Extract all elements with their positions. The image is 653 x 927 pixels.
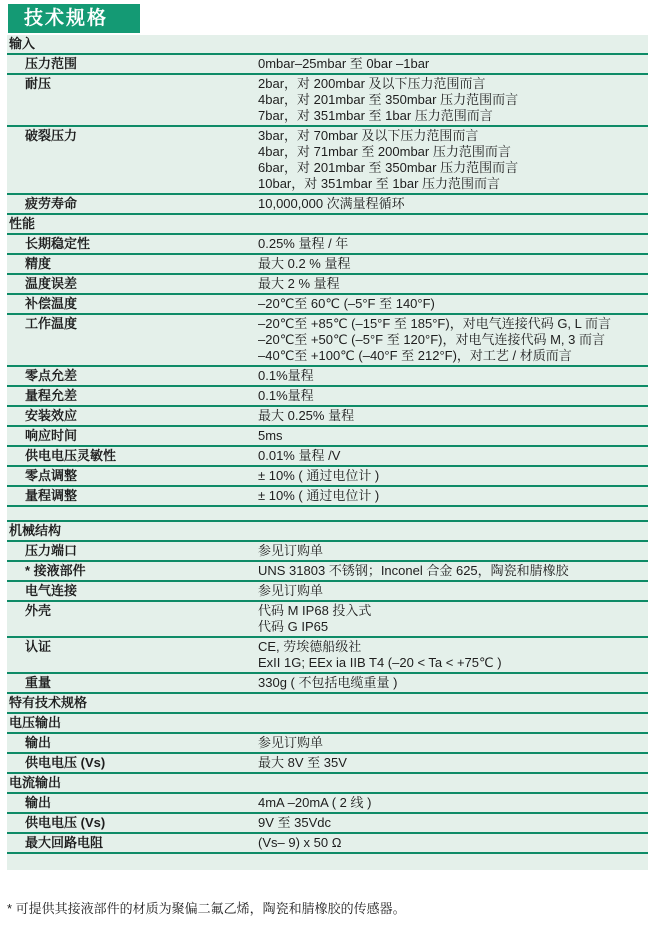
spec-value-line: 6bar，对 201mbar 至 350mbar 压力范围而言 xyxy=(258,160,519,175)
spec-row xyxy=(7,75,648,127)
spec-label: 工作温度 xyxy=(25,316,78,331)
spec-row xyxy=(7,467,648,487)
section-header xyxy=(7,694,648,714)
spec-value-line: ExII 1G; EEx ia IIB T4 (–20 < Ta < +75℃ ) xyxy=(258,655,502,670)
spec-value-line: 参见订购单 xyxy=(258,543,324,558)
spec-label: 耐压 xyxy=(25,76,52,91)
spec-value-line: 0.1%量程 xyxy=(258,368,314,383)
spec-value xyxy=(258,428,648,444)
spec-value xyxy=(258,388,648,404)
spec-row xyxy=(7,562,648,582)
spec-label: 精度 xyxy=(25,256,52,271)
spec-label: 输出 xyxy=(25,795,52,810)
section-header-label: 特有技术规格 xyxy=(9,695,88,710)
spec-value-line: 最大 0.25% 量程 xyxy=(258,408,355,423)
section-header-label: 机械结构 xyxy=(9,523,62,538)
footnote: * 可提供其接液部件的材质为聚偏二氟乙烯，陶瓷和腈橡胶的传感器。 xyxy=(7,901,406,916)
spec-value xyxy=(258,735,648,751)
spec-row xyxy=(7,275,648,295)
spec-value xyxy=(258,583,648,599)
spec-label: 供电电压灵敏性 xyxy=(25,448,117,463)
spec-label: 疲劳寿命 xyxy=(25,196,78,211)
spec-value-line: 2bar，对 200mbar 及以下压力范围而言 xyxy=(258,76,486,91)
spec-value-line: –20℃至 60℃ (–5°F 至 140°F) xyxy=(258,296,435,311)
spec-row xyxy=(7,387,648,407)
spec-value xyxy=(258,835,648,851)
spec-value-line: –20℃至 +85℃ (–15°F 至 185°F)，对电气连接代码 G, L 而言 xyxy=(258,316,612,331)
spec-row xyxy=(7,754,648,774)
spec-value-line: 最大 0.2 % 量程 xyxy=(258,256,351,271)
spec-value-line: 10bar，对 351mbar 至 1bar 压力范围而言 xyxy=(258,176,501,191)
spec-value-line: 4bar，对 201mbar 至 350mbar 压力范围而言 xyxy=(258,92,519,107)
page-title: 技术规格 xyxy=(8,4,140,33)
spec-value xyxy=(258,675,648,691)
spec-value-line: 0.25% 量程 / 年 xyxy=(258,236,349,251)
spec-value xyxy=(258,56,648,72)
spec-row xyxy=(7,315,648,367)
spec-value-line: ± 10% ( 通过电位计 ) xyxy=(258,468,380,483)
section-header xyxy=(7,215,648,235)
spec-row xyxy=(7,127,648,195)
spec-value-line: UNS 31803 不锈钢；Inconel 合金 625，陶瓷和腈橡胶 xyxy=(258,563,569,578)
spec-value xyxy=(258,276,648,292)
spec-value xyxy=(258,468,648,484)
spec-row xyxy=(7,814,648,834)
spec-label: 供电电压 (Vs) xyxy=(25,815,106,830)
spec-value xyxy=(258,236,648,252)
spec-value xyxy=(258,408,648,424)
spec-value xyxy=(258,563,648,579)
section-header xyxy=(7,522,648,542)
spec-row xyxy=(7,638,648,674)
spec-value-line: 0mbar–25mbar 至 0bar –1bar xyxy=(258,56,430,71)
spec-row xyxy=(7,734,648,754)
spec-row xyxy=(7,794,648,814)
spec-value xyxy=(258,488,648,504)
section-header-label: 电压输出 xyxy=(9,715,62,730)
spec-label: 破裂压力 xyxy=(25,128,78,143)
spec-label: 重量 xyxy=(25,675,52,690)
spec-row xyxy=(7,295,648,315)
spec-row xyxy=(7,582,648,602)
spec-row xyxy=(7,427,648,447)
section-header xyxy=(7,35,648,55)
spacer-row xyxy=(7,507,648,522)
spec-value xyxy=(258,128,648,192)
spec-row xyxy=(7,195,648,215)
spec-value-line: 0.1%量程 xyxy=(258,388,314,403)
spec-label: 温度误差 xyxy=(25,276,78,291)
spec-value-line: –20℃至 +50℃ (–5°F 至 120°F)，对电气连接代码 M, 3 而言 xyxy=(258,332,605,347)
spec-value xyxy=(258,76,648,124)
spec-row xyxy=(7,255,648,275)
spec-row xyxy=(7,542,648,562)
spec-value-line: 最大 2 % 量程 xyxy=(258,276,340,291)
spec-row xyxy=(7,367,648,387)
spec-label: 压力端口 xyxy=(25,543,78,558)
spec-row xyxy=(7,407,648,427)
spec-table xyxy=(7,35,648,870)
spec-value-line: 0.01% 量程 /V xyxy=(258,448,341,463)
spec-value-line: 代码 G IP65 xyxy=(258,619,329,634)
spec-value-line: 330g ( 不包括电缆重量 ) xyxy=(258,675,398,690)
spec-value xyxy=(258,603,648,635)
spec-value xyxy=(258,543,648,559)
spec-row xyxy=(7,55,648,75)
spec-label: 电气连接 xyxy=(25,583,78,598)
spec-label: 最大回路电阻 xyxy=(25,835,104,850)
spec-label: 量程调整 xyxy=(25,488,78,503)
spec-value-line: 4mA –20mA ( 2 线 ) xyxy=(258,795,372,810)
spec-row xyxy=(7,674,648,694)
spec-label: 认证 xyxy=(25,639,52,654)
spec-value-line: 4bar，对 71mbar 至 200mbar 压力范围而言 xyxy=(258,144,511,159)
section-header-label: 性能 xyxy=(9,216,36,231)
spec-value xyxy=(258,755,648,771)
spec-label: 零点允差 xyxy=(25,368,78,383)
spec-value xyxy=(258,316,648,364)
spacer-row xyxy=(7,854,648,870)
section-header-label: 电流输出 xyxy=(9,775,62,790)
spec-label: 响应时间 xyxy=(25,428,78,443)
spec-row xyxy=(7,602,648,638)
spec-value xyxy=(258,795,648,811)
spec-value-line: CE, 劳埃德船级社 xyxy=(258,639,362,654)
spec-value xyxy=(258,448,648,464)
spec-value-line: 代码 M IP68 投入式 xyxy=(258,603,372,618)
spec-value xyxy=(258,639,648,671)
spec-label: 供电电压 (Vs) xyxy=(25,755,106,770)
spec-label: * 接液部件 xyxy=(25,563,86,578)
spec-row xyxy=(7,834,648,854)
spec-value-line: 3bar，对 70mbar 及以下压力范围而言 xyxy=(258,128,479,143)
spec-value-line: 9V 至 35Vdc xyxy=(258,815,331,830)
spec-value-line: (Vs– 9) x 50 Ω xyxy=(258,835,342,850)
spec-value xyxy=(258,368,648,384)
spec-value-line: ± 10% ( 通过电位计 ) xyxy=(258,488,380,503)
spec-value-line: 10,000,000 次满量程循环 xyxy=(258,196,405,211)
spec-label: 输出 xyxy=(25,735,52,750)
section-header xyxy=(7,774,648,794)
spec-value-line: 7bar，对 351mbar 至 1bar 压力范围而言 xyxy=(258,108,493,123)
spec-label: 量程允差 xyxy=(25,388,78,403)
spec-value-line: 参见订购单 xyxy=(258,583,324,598)
spec-row xyxy=(7,487,648,507)
spec-label: 长期稳定性 xyxy=(25,236,91,251)
spec-label: 安装效应 xyxy=(25,408,78,423)
spec-label: 补偿温度 xyxy=(25,296,78,311)
spec-row xyxy=(7,235,648,255)
spec-label: 压力范围 xyxy=(25,56,78,71)
spec-value-line: 最大 8V 至 35V xyxy=(258,755,347,770)
spec-value-line: 5ms xyxy=(258,428,283,443)
section-header xyxy=(7,714,648,734)
section-header-label: 输入 xyxy=(9,36,36,51)
spec-value-line: –40℃至 +100℃ (–40°F 至 212°F)，对工艺 / 材质而言 xyxy=(258,348,572,363)
spec-value xyxy=(258,296,648,312)
spec-value-line: 参见订购单 xyxy=(258,735,324,750)
spec-label: 外壳 xyxy=(25,603,52,618)
spec-value xyxy=(258,196,648,212)
spec-value xyxy=(258,815,648,831)
spec-row xyxy=(7,447,648,467)
spec-label: 零点调整 xyxy=(25,468,78,483)
spec-value xyxy=(258,256,648,272)
